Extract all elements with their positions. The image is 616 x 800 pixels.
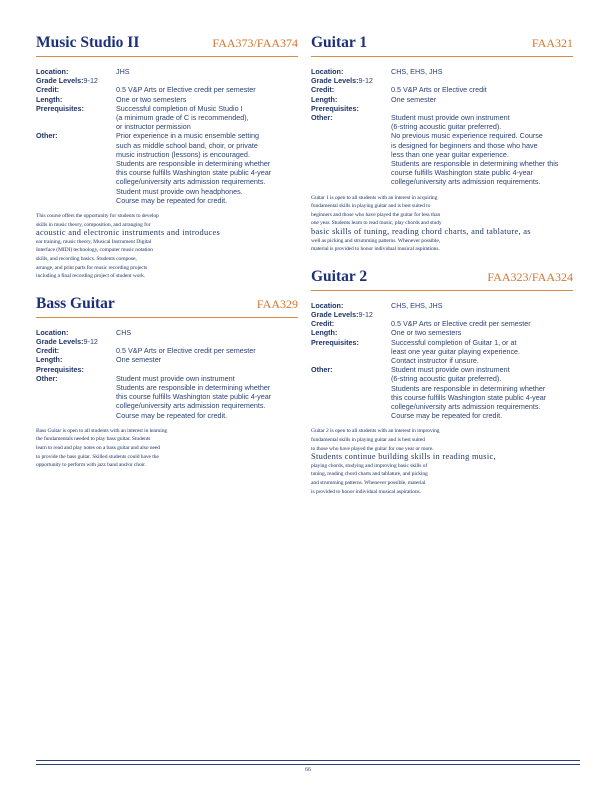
grade-levels-field — [311, 310, 573, 319]
field-line: Students are responsible in determining whether — [116, 383, 271, 393]
field-line: college/university arts admission requirements. — [116, 401, 266, 411]
description-line: ear training, music theory, Musical Instrument Digital — [36, 238, 152, 245]
prerequisites-field — [311, 338, 573, 366]
prerequisites-label: Prerequisites: — [36, 103, 84, 113]
length-field — [311, 328, 573, 337]
location-field — [311, 301, 573, 310]
description-line: and strumming patterns. Whenever possible, material — [311, 480, 426, 486]
field-line: Students are responsible in determining whether — [116, 159, 271, 169]
grade-levels-label: Grade Levels: — [311, 76, 359, 86]
description-line: basic skills of tuning, reading chord charts, and tablature, as — [311, 227, 531, 237]
field-line: Successful completion of Guitar 1, or at — [391, 337, 517, 347]
location-value: CHS — [116, 327, 132, 337]
field-line: (6-string acoustic guitar preferred). — [391, 374, 502, 384]
other-label: Other: — [311, 113, 333, 123]
description-line: learn to read and play notes on a bass guitar and also need — [36, 445, 160, 452]
credit-value: 0.5 V&P Arts or Elective credit per semester — [116, 85, 256, 95]
course-header — [311, 34, 573, 57]
description-line: skills in music theory, composition, and arranging for — [36, 221, 151, 228]
description-line: fundamental skills in playing guitar and is best suited — [311, 437, 425, 444]
course-header — [36, 295, 298, 318]
field-line: Course may be repeated for credit. — [116, 410, 228, 420]
credit-field — [311, 85, 573, 94]
location-label: Location: — [36, 327, 69, 337]
right-column — [311, 34, 573, 510]
description-line: Students continue building skills in reading music, — [311, 452, 496, 462]
location-value: CHS, EHS, JHS — [391, 300, 443, 310]
field-line: Contact instructor if unsure. — [391, 356, 479, 366]
course-description — [311, 194, 573, 254]
grade-levels-value: 9-12 — [358, 76, 373, 86]
course-code: FAA373/FAA374 — [212, 36, 298, 50]
field-line: this course fulfills Washington state public 4-year — [391, 392, 547, 402]
description-line: to those who have played the guitar for one year or more. — [311, 445, 434, 452]
credit-label: Credit: — [311, 319, 335, 329]
description-line: acoustic and electronic instruments and introduces — [36, 228, 221, 238]
field-line: Students are responsible in determining whether this — [391, 159, 559, 169]
course-title: Guitar 2 — [311, 267, 368, 285]
field-line: this course fulfills Washington state public 4-year — [116, 392, 272, 402]
description-line: Interface (MIDI) technology, computer music notation — [36, 247, 153, 254]
credit-value: 0.5 V&P Arts or Elective credit — [391, 85, 487, 95]
grade-levels-value: 9-12 — [83, 337, 98, 346]
prerequisites-field — [36, 104, 298, 132]
footer-rule-thin — [36, 764, 580, 765]
credit-value: 0.5 V&P Arts or Elective credit per semester — [116, 346, 256, 356]
length-field — [36, 355, 298, 364]
grade-levels-label: Grade Levels: — [36, 337, 84, 346]
prerequisites-label: Prerequisites: — [311, 337, 359, 347]
description-line: Guitar 1 is open to all students with an interest in acquiring — [311, 194, 438, 201]
description-line: arrange, and print parts for music recording projects — [36, 264, 148, 271]
course-code: FAA323/FAA324 — [487, 269, 573, 284]
course-music-studio-2 — [36, 34, 298, 281]
field-line: Prior experience in a music ensemble setting — [116, 131, 260, 141]
field-line: Successful completion of Music Studio I — [116, 103, 243, 113]
grade-levels-field — [311, 76, 573, 85]
location-value: CHS, EHS, JHS — [391, 67, 443, 76]
other-value — [391, 113, 573, 187]
prerequisites-field — [311, 104, 573, 113]
description-line: fundamental skills in playing guitar and is best suited to — [311, 203, 431, 210]
course-header — [36, 34, 298, 57]
field-line: or instructor permission — [116, 122, 191, 132]
field-line: Student must provide own instrument — [116, 373, 235, 383]
location-field — [311, 67, 573, 76]
length-label: Length: — [311, 94, 338, 104]
other-field — [36, 131, 298, 205]
field-line: least one year guitar playing experience. — [391, 346, 521, 356]
field-line: this course fulfills Washington state public 4-year — [116, 168, 272, 178]
prerequisites-value — [391, 104, 573, 113]
length-field — [36, 95, 298, 104]
field-line: course fulfills Washington state public 4-year — [391, 168, 533, 178]
course-description — [36, 212, 298, 281]
course-guitar-1 — [311, 34, 573, 254]
description-line: including a final recording project of student work. — [36, 273, 146, 280]
length-label: Length: — [36, 94, 63, 104]
grade-levels-value: 9-12 — [83, 76, 98, 86]
location-label: Location: — [311, 300, 344, 310]
field-line: (a minimum grade of C is recommended), — [116, 113, 249, 123]
description-line: is provided to honor individual musical aspirations. — [311, 488, 421, 495]
field-line: Course may be repeated for credit. — [116, 195, 228, 205]
length-value: One or two semesters — [116, 94, 187, 104]
grade-levels-field — [36, 337, 298, 346]
field-line: college/university arts admission requirements. — [116, 177, 266, 187]
length-field — [311, 95, 573, 104]
page-number: 66 — [305, 767, 311, 773]
credit-label: Credit: — [36, 346, 60, 356]
other-value — [116, 131, 298, 205]
description-line: well as picking and strumming patterns. Whenever possible, — [311, 237, 441, 244]
description-line: Guitar 2 is open to all students with an interest in improving — [311, 428, 440, 435]
grade-levels-value: 9-12 — [358, 310, 373, 319]
description-line: tuning, reading chord charts and tablature, and picking — [311, 471, 428, 478]
description-line: playing chords, studying and improving basic skills of — [311, 462, 428, 469]
course-code: FAA329 — [256, 296, 298, 311]
description-line: skills, and recording basics. Students compose, — [36, 256, 137, 263]
description-line: opportunity to perform with jazz band and/or choir. — [36, 462, 146, 469]
credit-field — [36, 346, 298, 355]
other-label: Other: — [36, 131, 58, 141]
credit-field — [36, 85, 298, 94]
course-description — [311, 427, 573, 496]
course-description — [36, 427, 298, 470]
prerequisites-label: Prerequisites: — [36, 364, 84, 374]
field-line: Course may be repeated for credit. — [391, 411, 503, 421]
other-field — [311, 365, 573, 420]
location-label: Location: — [311, 67, 344, 76]
field-line: (6-string acoustic guitar preferred). — [391, 122, 502, 132]
field-line: music instruction (lessons) is encouraged. — [116, 149, 250, 159]
prerequisites-value — [116, 104, 298, 132]
description-line: This course offers the opportunity for students to develop — [36, 213, 159, 220]
length-label: Length: — [311, 328, 338, 338]
other-label: Other: — [36, 373, 58, 383]
credit-value: 0.5 V&P Arts or Elective credit per semester — [391, 319, 531, 329]
field-line: Student must provide own instrument — [391, 365, 510, 375]
prerequisites-label: Prerequisites: — [311, 103, 359, 113]
description-line: to provide the bass guitar. Skilled students could have the — [36, 453, 159, 460]
location-field — [36, 67, 298, 76]
course-header — [311, 268, 573, 291]
other-field — [311, 113, 573, 187]
prerequisites-value — [391, 338, 573, 366]
other-label: Other: — [311, 365, 333, 375]
field-line: No previous music experience required. Course — [391, 131, 543, 141]
location-field — [36, 328, 298, 337]
field-line: college/university arts admission requirements. — [391, 402, 541, 412]
description-line: beginners and those who have played the guitar for less than — [311, 211, 441, 218]
field-line: is designed for beginners and those who have — [391, 140, 538, 150]
left-column — [36, 34, 298, 484]
length-label: Length: — [36, 355, 63, 365]
field-line: such as middle school band, choir, or private — [116, 140, 258, 150]
location-label: Location: — [36, 67, 69, 76]
description-line: Bass Guitar is open to all students with an interest in learning — [36, 427, 168, 434]
length-value: One or two semesters — [391, 328, 462, 338]
length-value: One semester — [391, 94, 437, 104]
length-value: One semester — [116, 355, 162, 365]
grade-levels-label: Grade Levels: — [36, 76, 84, 86]
description-line: material is provided to honor individual musical aspirations. — [311, 246, 440, 253]
prerequisites-field — [36, 365, 298, 374]
credit-label: Credit: — [311, 85, 335, 95]
prerequisites-value — [116, 365, 298, 374]
location-value: JHS — [116, 67, 130, 76]
field-line: Student must provide own instrument — [391, 113, 510, 123]
other-field — [36, 374, 298, 420]
credit-field — [311, 319, 573, 328]
course-bass-guitar — [36, 295, 298, 470]
description-line: one year. Students learn to read music, play chords and study — [311, 220, 442, 227]
course-title: Music Studio II — [36, 34, 140, 51]
grade-levels-field — [36, 76, 298, 85]
course-guitar-2 — [311, 268, 573, 496]
other-value — [116, 374, 298, 420]
course-title: Guitar 1 — [311, 34, 368, 51]
course-title: Bass Guitar — [36, 294, 115, 312]
course-code: FAA321 — [531, 36, 573, 50]
description-line: the fundamentals needed to play bass guitar. Students — [36, 436, 151, 443]
field-line: Students are responsible in determining whether — [391, 383, 546, 393]
field-line: less than one year guitar experience. — [391, 149, 509, 159]
field-line: college/university arts admission requirements. — [391, 177, 541, 187]
other-value — [391, 365, 573, 420]
field-line: Student must provide own headphones. — [116, 186, 243, 196]
credit-label: Credit: — [36, 85, 60, 95]
grade-levels-label: Grade Levels: — [311, 310, 359, 319]
footer-rule — [36, 760, 580, 761]
